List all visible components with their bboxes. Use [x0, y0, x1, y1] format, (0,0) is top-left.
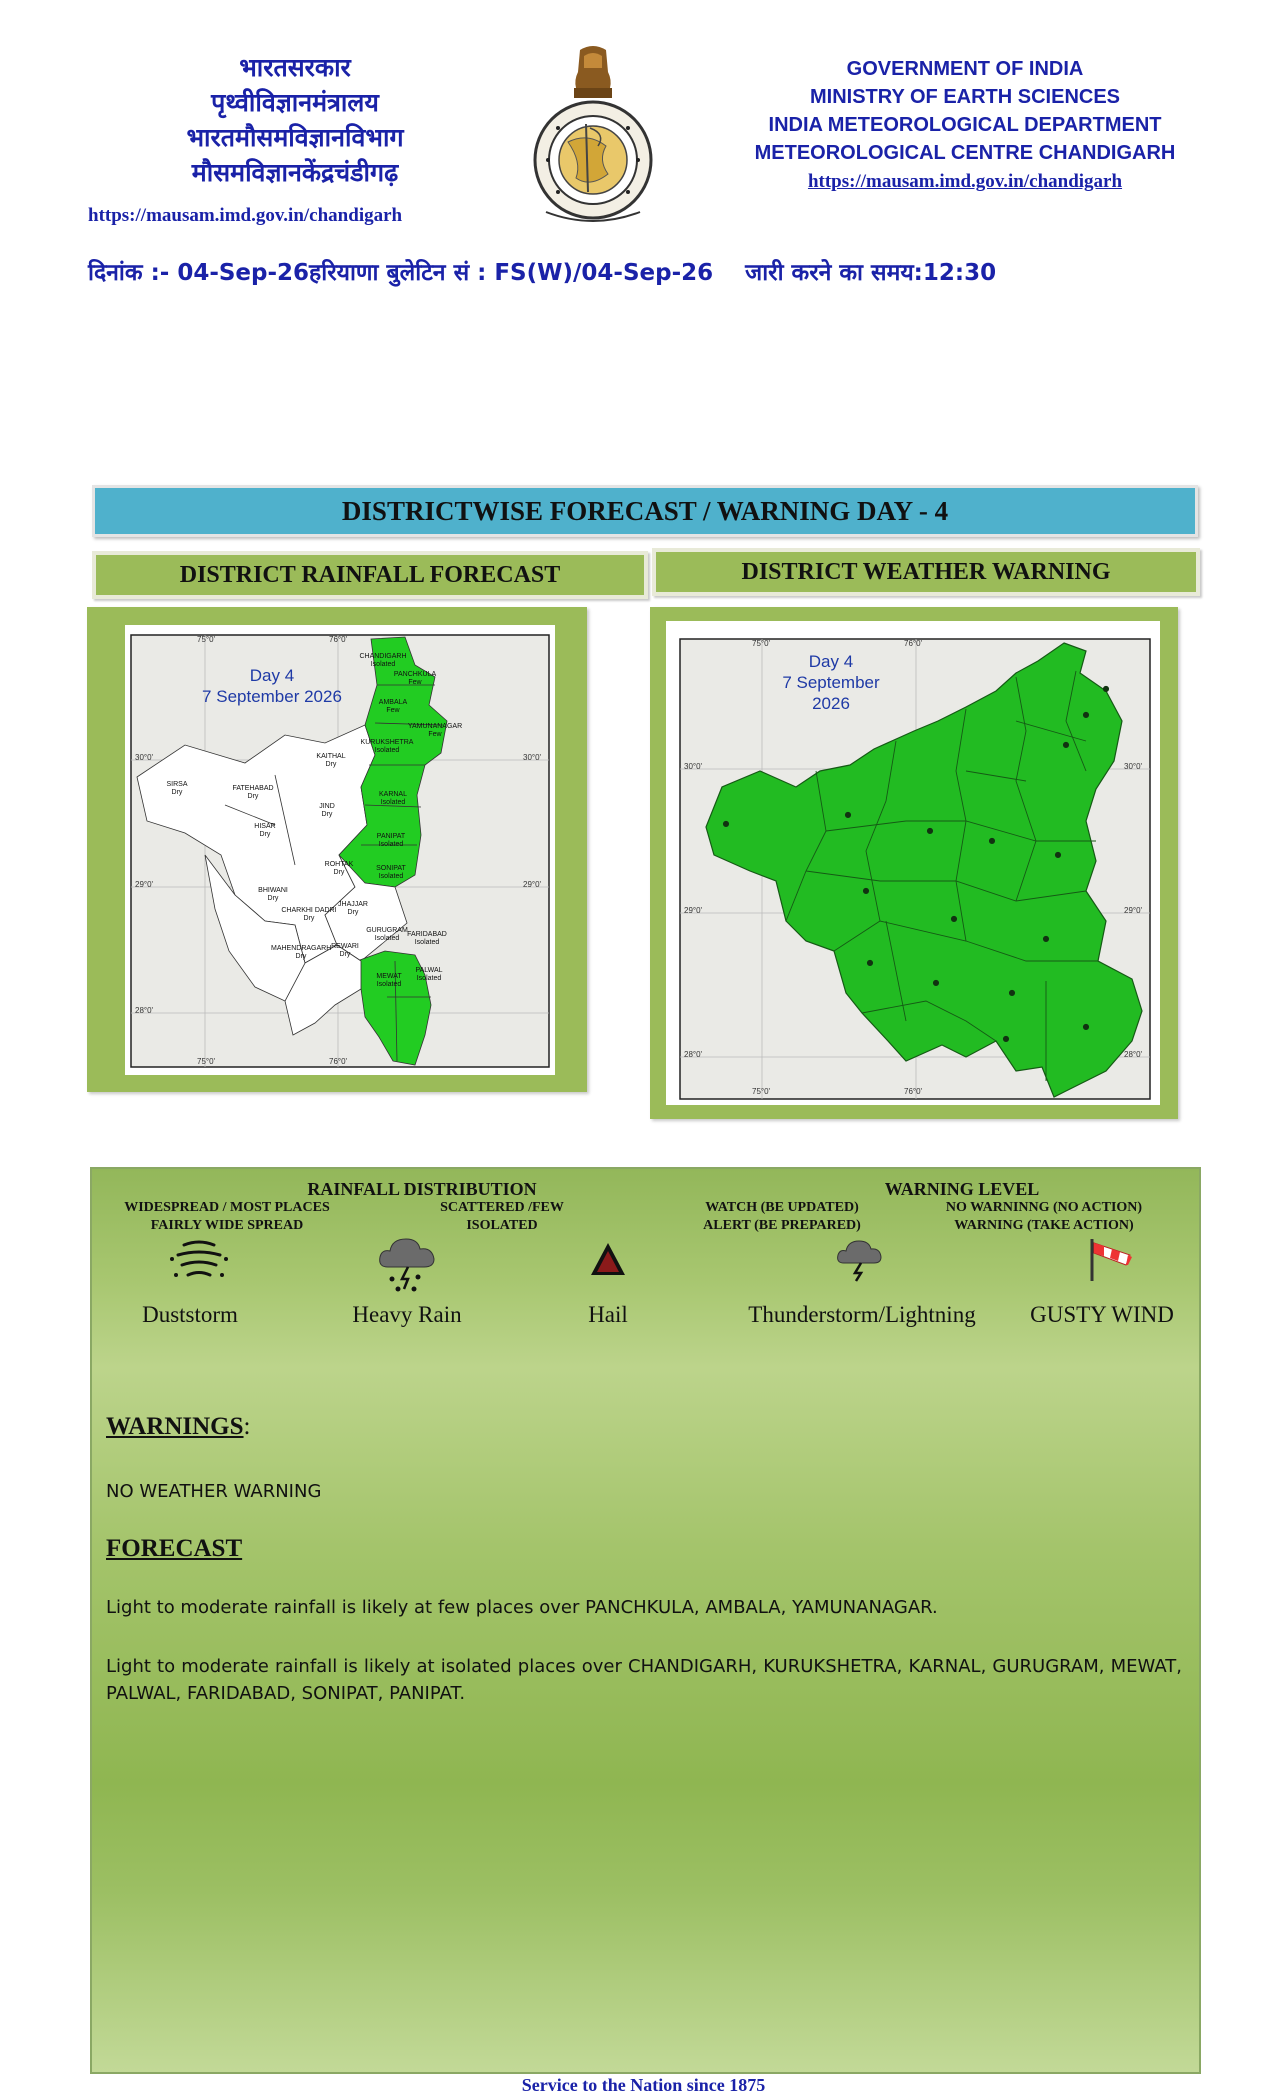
duststorm-label: Duststorm	[142, 1302, 238, 1327]
warning-level-title: WARNING LEVEL	[884, 1179, 1040, 1199]
district-name: BHIWANI	[258, 887, 288, 894]
district-name: CHARKHI DADRI	[281, 907, 337, 914]
gusty-wind-label: GUSTY WIND	[1030, 1302, 1174, 1327]
rain-grat-lon-2b: 76°0'	[329, 1057, 348, 1066]
rainfall-map-date: 7 September 2026	[202, 687, 342, 706]
hail-icon	[588, 1239, 628, 1279]
warning-watch: WATCH (BE UPDATED)	[705, 1200, 859, 1215]
district-label-kurukshetra	[357, 739, 417, 755]
warning-no-warning: NO WARNINNG (NO ACTION)	[945, 1200, 1143, 1215]
district-label-charkhi-dadri	[279, 907, 339, 923]
forecast-paragraph-2: Light to moderate rainfall is likely at isolated places over CHANDIGARH, KURUKSHETRA, KARNAL, GURUGRAM, MEWAT, PALWAL, FARIDABAD, SONIPAT, PANIPAT.	[106, 1656, 1182, 1704]
district-name: FATEHABAD	[232, 785, 274, 792]
warning-map-date-1: 7 September	[782, 673, 880, 692]
district-label-faridabad	[397, 931, 457, 947]
district-label-fatehabad	[223, 785, 283, 801]
svg-text:●: ●	[722, 819, 730, 828]
rainfall-scattered: SCATTERED /FEW	[440, 1200, 564, 1215]
forecast-heading: FORECAST	[106, 1535, 243, 1562]
warning-map-date-2: 2026	[812, 694, 850, 713]
english-line-centre: METEOROLOGICAL CENTRE CHANDIGARH	[754, 142, 1176, 164]
district-label-panipat	[361, 833, 421, 849]
district-status: Isolated	[376, 981, 402, 988]
rain-grat-lat-1r: 30°0'	[523, 753, 542, 762]
forecast-banner	[92, 485, 1198, 537]
thunderstorm-label: Thunderstorm/Lightning	[748, 1302, 976, 1327]
district-label-rohtak	[309, 861, 369, 877]
hindi-line-centre: मौसमविज्ञानकेंद्रचंडीगढ़	[191, 158, 399, 187]
bulletin-line: दिनांक :- 04-Sep-26हरियाणा बुलेटिन सं : FS(W)/04-Sep-26 जारी करने का समय:12:30	[88, 260, 997, 286]
district-name: AMBALA	[378, 699, 408, 706]
english-line-govt: GOVERNMENT OF INDIA	[846, 58, 1084, 80]
warning-map-svg	[666, 621, 1160, 1105]
district-label-bhiwani	[243, 887, 303, 903]
warning-alert: ALERT (BE PREPARED)	[703, 1218, 861, 1233]
district-name: KURUKSHETRA	[360, 739, 414, 746]
district-status: Dry	[303, 915, 315, 922]
svg-text:●: ●	[844, 810, 852, 819]
rainfall-distribution-title: RAINFALL DISTRIBUTION	[307, 1179, 537, 1199]
heavy-rain-label: Heavy Rain	[352, 1302, 462, 1327]
district-label-ambala	[363, 699, 423, 715]
windsock-icon	[1086, 1235, 1138, 1283]
district-name: REWARI	[331, 943, 359, 950]
rainfall-map-day: Day 4	[249, 666, 295, 685]
hindi-line-govt: भारतसरकार	[239, 53, 351, 82]
rain-grat-lat-2: 29°0'	[135, 880, 154, 889]
rain-grat-lat-3: 28°0'	[135, 1006, 154, 1015]
rain-grat-lat-2r: 29°0'	[523, 880, 542, 889]
district-status: Isolated	[374, 747, 400, 754]
district-status: Isolated	[414, 939, 440, 946]
warning-legend-col2	[924, 1199, 1164, 1235]
svg-text:●: ●	[866, 958, 874, 967]
banner-title: DISTRICTWISE FORECAST / WARNING DAY - 4	[341, 496, 949, 526]
footer-tagline: Service to the Nation since 1875	[521, 2075, 766, 2095]
district-label-sonipat	[361, 865, 421, 881]
warn-grat-lat-1: 30°0'	[684, 762, 703, 771]
thunderstorm-icon	[834, 1237, 884, 1283]
rain-grat-lon-2: 76°0'	[329, 635, 348, 644]
district-status: Dry	[339, 951, 351, 958]
district-status: Dry	[247, 793, 259, 800]
district-status: Dry	[325, 761, 337, 768]
rainfall-subhead	[92, 551, 648, 599]
svg-text:●: ●	[1008, 988, 1016, 997]
warnings-text: NO WEATHER WARNING	[106, 1481, 322, 1502]
district-status: Few	[408, 679, 422, 686]
district-name: KAITHAL	[316, 753, 346, 760]
district-name: MEWAT	[376, 973, 402, 980]
district-label-rewari	[315, 943, 375, 959]
district-name: MAHENDRAGARH	[271, 945, 332, 952]
district-name: FARIDABAD	[407, 931, 447, 938]
english-line-department: INDIA METEOROLOGICAL DEPARTMENT	[768, 114, 1162, 136]
rainfall-legend-col1	[112, 1199, 342, 1235]
district-label-jind	[297, 803, 357, 819]
district-status: Isolated	[416, 975, 442, 982]
rainfall-widespread: WIDESPREAD / MOST PLACES	[124, 1200, 330, 1215]
district-name: PANIPAT	[376, 833, 406, 840]
district-status: Dry	[333, 869, 345, 876]
district-label-chandigarh	[353, 653, 413, 669]
district-status: Dry	[321, 811, 333, 818]
svg-text:●: ●	[1062, 740, 1070, 749]
svg-text:●: ●	[950, 914, 958, 923]
english-url-link[interactable]: https://mausam.imd.gov.in/chandigarh	[807, 171, 1123, 192]
hindi-line-ministry: पृथ्वीविज्ञानमंत्रालय	[211, 88, 379, 117]
district-status: Dry	[267, 895, 279, 902]
district-label-mewat	[359, 973, 419, 989]
district-name: KARNAL	[378, 791, 407, 798]
warn-grat-lat-3r: 28°0'	[1124, 1050, 1143, 1059]
district-name: PALWAL	[415, 967, 443, 974]
district-name: HISAR	[254, 823, 276, 830]
english-line-ministry: MINISTRY OF EARTH SCIENCES	[809, 86, 1121, 108]
district-name: JIND	[319, 803, 335, 810]
district-label-karnal	[363, 791, 423, 807]
district-status: Isolated	[378, 873, 404, 880]
warn-grat-lon-1: 75°0'	[752, 639, 771, 648]
rainfall-legend-col2	[412, 1199, 592, 1235]
hindi-header	[130, 50, 460, 190]
warning-take-action: WARNING (TAKE ACTION)	[954, 1218, 1134, 1233]
district-name: PANCHKULA	[393, 671, 437, 678]
district-name: ROHTAK	[324, 861, 354, 868]
district-name: CHANDIGARH	[359, 653, 407, 660]
warn-grat-lon-2b: 76°0'	[904, 1087, 923, 1096]
svg-text:●: ●	[988, 836, 996, 845]
hail-label: Hail	[588, 1302, 628, 1327]
district-name: GURUGRAM	[366, 927, 408, 934]
warning-subhead	[652, 548, 1200, 596]
district-status: Isolated	[374, 935, 400, 942]
svg-text:●: ●	[862, 886, 870, 895]
rainfall-isolated: ISOLATED	[466, 1218, 538, 1233]
district-status: Dry	[171, 789, 183, 796]
duststorm-icon	[164, 1237, 234, 1287]
district-name: SONIPAT	[376, 865, 406, 872]
district-name: SIRSA	[166, 781, 188, 788]
district-status: Dry	[347, 909, 359, 916]
district-status: Isolated	[378, 841, 404, 848]
warn-grat-lat-2r: 29°0'	[1124, 906, 1143, 915]
rain-grat-lon-1: 75°0'	[197, 635, 216, 644]
rain-grat-lat-1: 30°0'	[135, 753, 154, 762]
english-header	[730, 55, 1200, 197]
district-status: Isolated	[370, 661, 396, 668]
rainfall-fairly-wide: FAIRLY WIDE SPREAD	[150, 1218, 304, 1233]
rain-grat-lon-1b: 75°0'	[197, 1057, 216, 1066]
imd-emblem-icon	[528, 42, 658, 230]
svg-text:●: ●	[1002, 1034, 1010, 1043]
svg-text:●: ●	[932, 978, 940, 987]
imd-emblem	[528, 42, 658, 230]
district-label-hisar	[235, 823, 295, 839]
warn-grat-lat-3: 28°0'	[684, 1050, 703, 1059]
warning-map-frame	[650, 607, 1178, 1119]
district-label-sirsa	[147, 781, 207, 797]
svg-text:●: ●	[1102, 684, 1110, 693]
heavy-rain-icon	[376, 1233, 438, 1297]
warn-grat-lon-1b: 75°0'	[752, 1087, 771, 1096]
forecast-paragraph-1: Light to moderate rainfall is likely at few places over PANCHKULA, AMBALA, YAMUNANAGAR.	[106, 1597, 938, 1618]
rainfall-panel-title: DISTRICT RAINFALL FORECAST	[179, 562, 561, 588]
rainfall-map-frame	[87, 607, 587, 1092]
district-label-yamunanagar	[405, 723, 465, 739]
district-status: Isolated	[380, 799, 406, 806]
svg-text:●: ●	[926, 826, 934, 835]
warning-map	[666, 621, 1160, 1105]
svg-text:●: ●	[1042, 934, 1050, 943]
svg-text:●: ●	[1054, 850, 1062, 859]
warnings-heading-row	[106, 1413, 250, 1441]
district-label-kaithal	[301, 753, 361, 769]
warn-grat-lon-2: 76°0'	[904, 639, 923, 648]
warn-grat-lat-2: 29°0'	[684, 906, 703, 915]
district-label-panchkula	[385, 671, 445, 687]
rainfall-map	[125, 625, 555, 1075]
district-name: JHAJJAR	[338, 901, 368, 908]
svg-text:●: ●	[1082, 710, 1090, 719]
hindi-line-department: भारतमौसमविज्ञानविभाग	[186, 123, 404, 152]
district-status: Dry	[259, 831, 271, 838]
warn-grat-lat-1r: 30°0'	[1124, 762, 1143, 771]
warnings-colon: :	[243, 1413, 251, 1440]
warning-legend-col1	[672, 1199, 892, 1235]
warning-panel-title: DISTRICT WEATHER WARNING	[741, 559, 1111, 585]
warnings-heading: WARNINGS	[106, 1413, 244, 1440]
svg-text:●: ●	[1082, 1022, 1090, 1031]
district-name: YAMUNANAGAR	[407, 723, 463, 730]
district-status: Few	[428, 731, 442, 738]
district-status: Dry	[295, 953, 307, 960]
legend-and-forecast-box	[90, 1167, 1201, 2074]
hindi-url-link[interactable]: https://mausam.imd.gov.in/chandigarh	[88, 205, 403, 226]
district-status: Few	[386, 707, 400, 714]
warning-map-day: Day 4	[808, 652, 854, 671]
